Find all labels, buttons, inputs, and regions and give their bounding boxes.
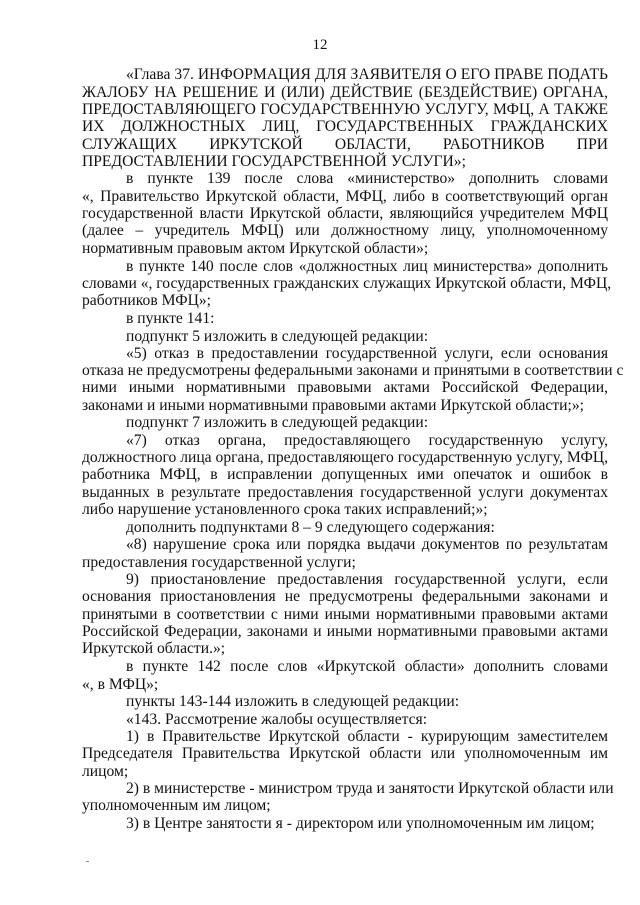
- text-line: подпункт 7 изложить в следующей редакции:: [126, 414, 429, 431]
- text-line: нормативным правовым актом Иркутской области»;: [82, 240, 429, 257]
- text-line: ПРЕДОСТАВЛЯЮЩЕГО ГОСУДАРСТВЕННУЮ УСЛУГУ, МФЦ, А ТАКЖЕ: [82, 101, 608, 118]
- text-line: пункты 143-144 изложить в следующей редакции:: [126, 693, 460, 710]
- text-line: «5) отказ в предоставлении государственной услуги, если основания: [126, 345, 608, 362]
- text-line: либо нарушение установленного срока таких исправлений;»;: [82, 501, 488, 518]
- text-line: 1) в Правительстве Иркутской области - курирующим заместителем: [126, 728, 608, 745]
- text-line: ЖАЛОБУ НА РЕШЕНИЕ И (ИЛИ) ДЕЙСТВИЕ (БЕЗДЕЙСТВИЕ) ОРГАНА,: [82, 84, 608, 101]
- text-line: 9) приостановление предоставления государственной услуги, если: [126, 571, 608, 588]
- text-line: в пункте 140 после слов «должностных лиц министерства» дополнить: [126, 258, 608, 275]
- text-line: «, в МФЦ»;: [82, 676, 159, 693]
- text-line: Российской Федерации, законами и иными нормативными правовыми актами: [82, 623, 608, 640]
- text-line: 2) в министерстве - министром труда и занятости Иркутской области или: [126, 780, 614, 797]
- text-line: словами «, государственных гражданских служащих Иркутской области, МФЦ,: [82, 275, 612, 292]
- text-line: «Глава 37. ИНФОРМАЦИЯ ДЛЯ ЗАЯВИТЕЛЯ О ЕГО ПРАВЕ ПОДАТЬ: [126, 66, 608, 83]
- text-line: государственной власти Иркутской области, являющийся учредителем МФЦ: [82, 205, 608, 222]
- text-line: ПРЕДОСТАВЛЕНИИ ГОСУДАРСТВЕННОЙ УСЛУГИ»;: [82, 153, 466, 170]
- text-line: основания приостановления не предусмотрены федеральными законами и: [82, 588, 608, 605]
- text-line: лицом;: [82, 763, 129, 780]
- text-line: «, Правительство Иркутской области, МФЦ, либо в соответствующий орган: [82, 188, 608, 205]
- text-line: Председателя Правительства Иркутской области или уполномоченным им: [82, 745, 608, 762]
- text-line: ними иными нормативными правовыми актами Российской Федерации,: [82, 379, 608, 396]
- text-line: «7) отказ органа, предоставляющего государственную услугу,: [126, 432, 608, 449]
- text-line: законами и иными нормативными правовыми актами Иркутской области;»;: [82, 397, 584, 414]
- text-line: принятыми в соответствии с ними иными нормативными правовыми актами: [82, 606, 608, 623]
- text-line: уполномоченным им лицом;: [82, 797, 271, 814]
- text-line: Иркутской области.»;: [82, 640, 226, 657]
- text-line: предоставления государственной услуги;: [82, 554, 356, 571]
- text-line: «143. Рассмотрение жалобы осуществляется:: [126, 711, 428, 728]
- text-line: выданных в результате предоставления государственной услуги документах: [82, 484, 608, 501]
- text-line: должностного лица органа, предоставляющего государственную услугу, МФЦ,: [82, 449, 608, 466]
- scan-mark: [86, 861, 89, 862]
- text-line: СЛУЖАЩИХ ИРКУТСКОЙ ОБЛАСТИ, РАБОТНИКОВ ПРИ: [82, 136, 608, 153]
- text-line: (далее – учредитель МФЦ) или должностному лицу, уполномоченному: [82, 222, 608, 239]
- text-line: в пункте 141:: [126, 310, 215, 327]
- text-line: работника МФЦ, в исправлении допущенных ими опечаток и ошибок в: [82, 466, 608, 483]
- text-line: «8) нарушение срока или порядка выдачи документов по результатам: [126, 536, 608, 553]
- text-line: в пункте 142 после слов «Иркутской области» дополнить словами: [126, 658, 608, 675]
- text-line: подпункт 5 изложить в следующей редакции:: [126, 328, 429, 345]
- text-line: в пункте 139 после слова «министерство» дополнить словами: [126, 170, 608, 187]
- text-line: работников МФЦ»;: [82, 292, 211, 309]
- page-number: 12: [312, 37, 328, 53]
- text-line: отказа не предусмотрены федеральными законами и принятыми в соответствии с: [82, 362, 624, 379]
- text-line: 3) в Центре занятости я - директором или уполномоченным им лицом;: [126, 815, 595, 832]
- text-line: дополнить подпунктами 8 – 9 следующего содержания:: [126, 519, 495, 536]
- text-line: ИХ ДОЛЖНОСТНЫХ ЛИЦ, ГОСУДАРСТВЕННЫХ ГРАЖДАНСКИХ: [82, 118, 608, 135]
